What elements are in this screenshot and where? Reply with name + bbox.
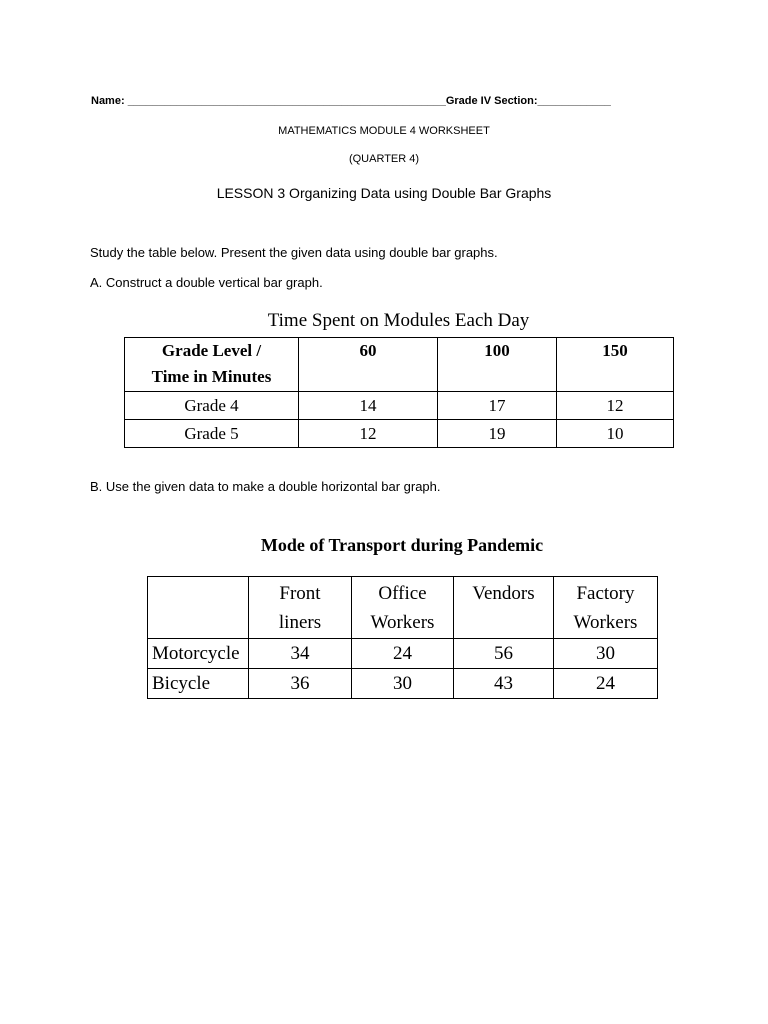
lesson-title: LESSON 3 Organizing Data using Double Bar Graphs [216, 185, 552, 201]
corner-header-cell [148, 577, 249, 639]
transport-table-title: Mode of Transport during Pandemic [260, 535, 544, 555]
column-header-line: liners [278, 612, 322, 633]
instructions: Study the table below. Present the given data using double bar graphs. [90, 245, 498, 260]
column-header: 150 [557, 338, 674, 392]
part-a-prompt: A. Construct a double vertical bar graph. [90, 275, 323, 290]
module-title: MATHEMATICS MODULE 4 WORKSHEET [278, 125, 490, 137]
column-header [249, 577, 352, 639]
row-label: Bicycle [148, 669, 249, 699]
part-b-prompt: B. Use the given data to make a double horizontal bar graph. [90, 479, 441, 494]
table-cell: 14 [299, 392, 438, 420]
corner-header-line: Time in Minutes [151, 367, 272, 386]
table-cell: 43 [454, 669, 554, 699]
column-header-line: Workers [370, 612, 435, 633]
row-label: Motorcycle [148, 639, 249, 669]
section-blank: ____________ [537, 95, 611, 107]
column-header: 100 [438, 338, 557, 392]
table-header-row [125, 338, 674, 392]
table-row [125, 420, 674, 448]
table-cell: 24 [554, 669, 658, 699]
time-spent-table-title: Time Spent on Modules Each Day [267, 310, 530, 331]
table-cell: 24 [352, 639, 454, 669]
table-cell: 36 [249, 669, 352, 699]
row-label: Grade 4 [125, 392, 299, 420]
table-row [125, 392, 674, 420]
row-label: Grade 5 [125, 420, 299, 448]
column-header: 60 [299, 338, 438, 392]
column-header-line: Front [279, 583, 321, 604]
table-header-row [148, 577, 658, 639]
table-cell: 12 [557, 392, 674, 420]
column-header-line: Workers [573, 612, 638, 633]
name-label: Name: [91, 95, 128, 107]
table-cell: 30 [352, 669, 454, 699]
section-label: Grade IV Section: [445, 95, 538, 107]
table-cell: 30 [554, 639, 658, 669]
name-section-line [91, 94, 611, 108]
table-cell: 34 [249, 639, 352, 669]
corner-header-line: Grade Level / [161, 341, 262, 360]
table-row [148, 639, 658, 669]
column-header [554, 577, 658, 639]
quarter-label: (QUARTER 4) [348, 153, 420, 165]
column-header [454, 577, 554, 639]
column-header-line: Office [378, 583, 427, 604]
name-blank: ____________________________________________________ [127, 95, 446, 107]
table-cell: 56 [454, 639, 554, 669]
corner-header-cell [125, 338, 299, 392]
column-header-line: Vendors [472, 583, 535, 604]
table-cell: 19 [438, 420, 557, 448]
column-header-line: Factory [576, 583, 635, 604]
transport-table [147, 576, 658, 699]
table-row [148, 669, 658, 699]
column-header [352, 577, 454, 639]
table-cell: 10 [557, 420, 674, 448]
table-cell: 12 [299, 420, 438, 448]
table-cell: 17 [438, 392, 557, 420]
time-spent-table [124, 337, 674, 448]
